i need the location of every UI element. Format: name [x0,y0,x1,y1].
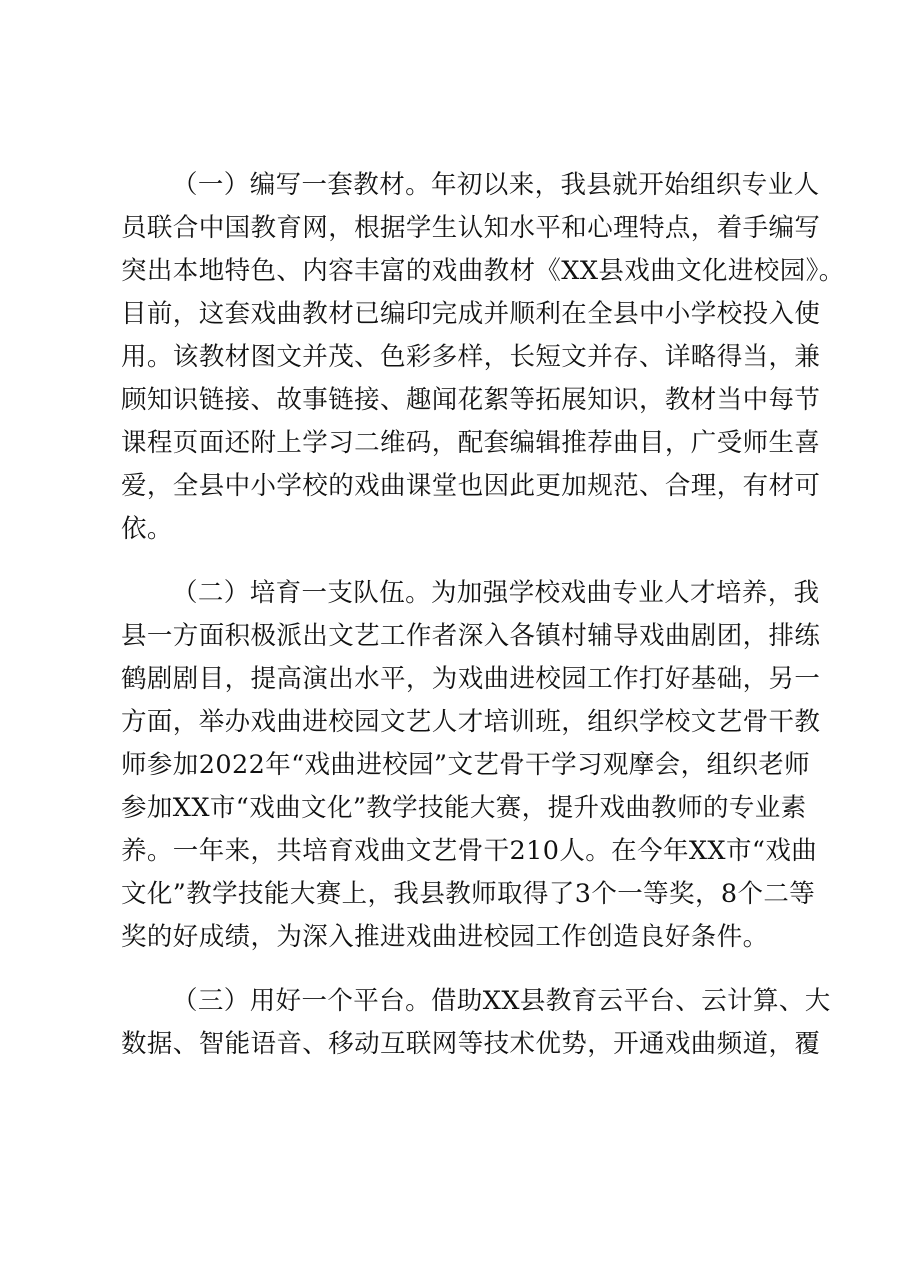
paragraph-line: 师参加2022年“戏曲进校园”文艺骨干学习观摩会，组织老师 [121,750,811,780]
paragraph-line: （二）培育一支队伍。为加强学校戏曲专业人才培养，我 [172,578,820,608]
paragraph-line: （三）用好一个平台。借助XX县教育云平台、云计算、大 [172,986,831,1016]
paragraph-line: 方面，举办戏曲进校园文艺人才培训班，组织学校文艺骨干教 [121,707,821,737]
paragraph-line: 县一方面积极派出文艺工作者深入各镇村辅导戏曲剧团，排练 [121,621,821,651]
paragraph-line: 文化”教学技能大赛上，我县教师取得了3个一等奖，8个二等 [121,879,816,909]
paragraph-line: 养。一年来，共培育戏曲文艺骨干210人。在今年XX市“戏曲 [121,836,818,866]
paragraph-line: 顾知识链接、故事链接、趣闻花絮等拓展知识，教材当中每节 [121,385,821,415]
paragraph-line: 用。该教材图文并茂、色彩多样，长短文并存、详略得当，兼 [121,342,821,372]
paragraph-line: 爱，全县中小学校的戏曲课堂也因此更加规范、合理，有材可 [121,471,821,501]
paragraph-line: 突出本地特色、内容丰富的戏曲教材《XX县戏曲文化进校园》。 [121,256,845,286]
paragraph-line: 目前，这套戏曲教材已编印完成并顺利在全县中小学校投入使 [121,299,821,329]
paragraph-line: 依。 [121,514,173,544]
paragraph-line: 课程页面还附上学习二维码，配套编辑推荐曲目，广受师生喜 [121,428,821,458]
paragraph-line: 参加XX市“戏曲文化”教学技能大赛，提升戏曲教师的专业素 [121,793,807,823]
paragraph-line: 数据、智能语音、移动互联网等技术优势，开通戏曲频道，覆 [121,1029,821,1059]
paragraph-line: （一）编写一套教材。年初以来，我县就开始组织专业人 [172,170,820,200]
paragraph-line: 鹤剧剧目，提高演出水平，为戏曲进校园工作打好基础，另一 [121,664,821,694]
paragraph-line: 奖的好成绩，为深入推进戏曲进校园工作创造良好条件。 [121,922,769,952]
paragraph-line: 员联合中国教育网，根据学生认知水平和心理特点，着手编写 [121,213,821,243]
